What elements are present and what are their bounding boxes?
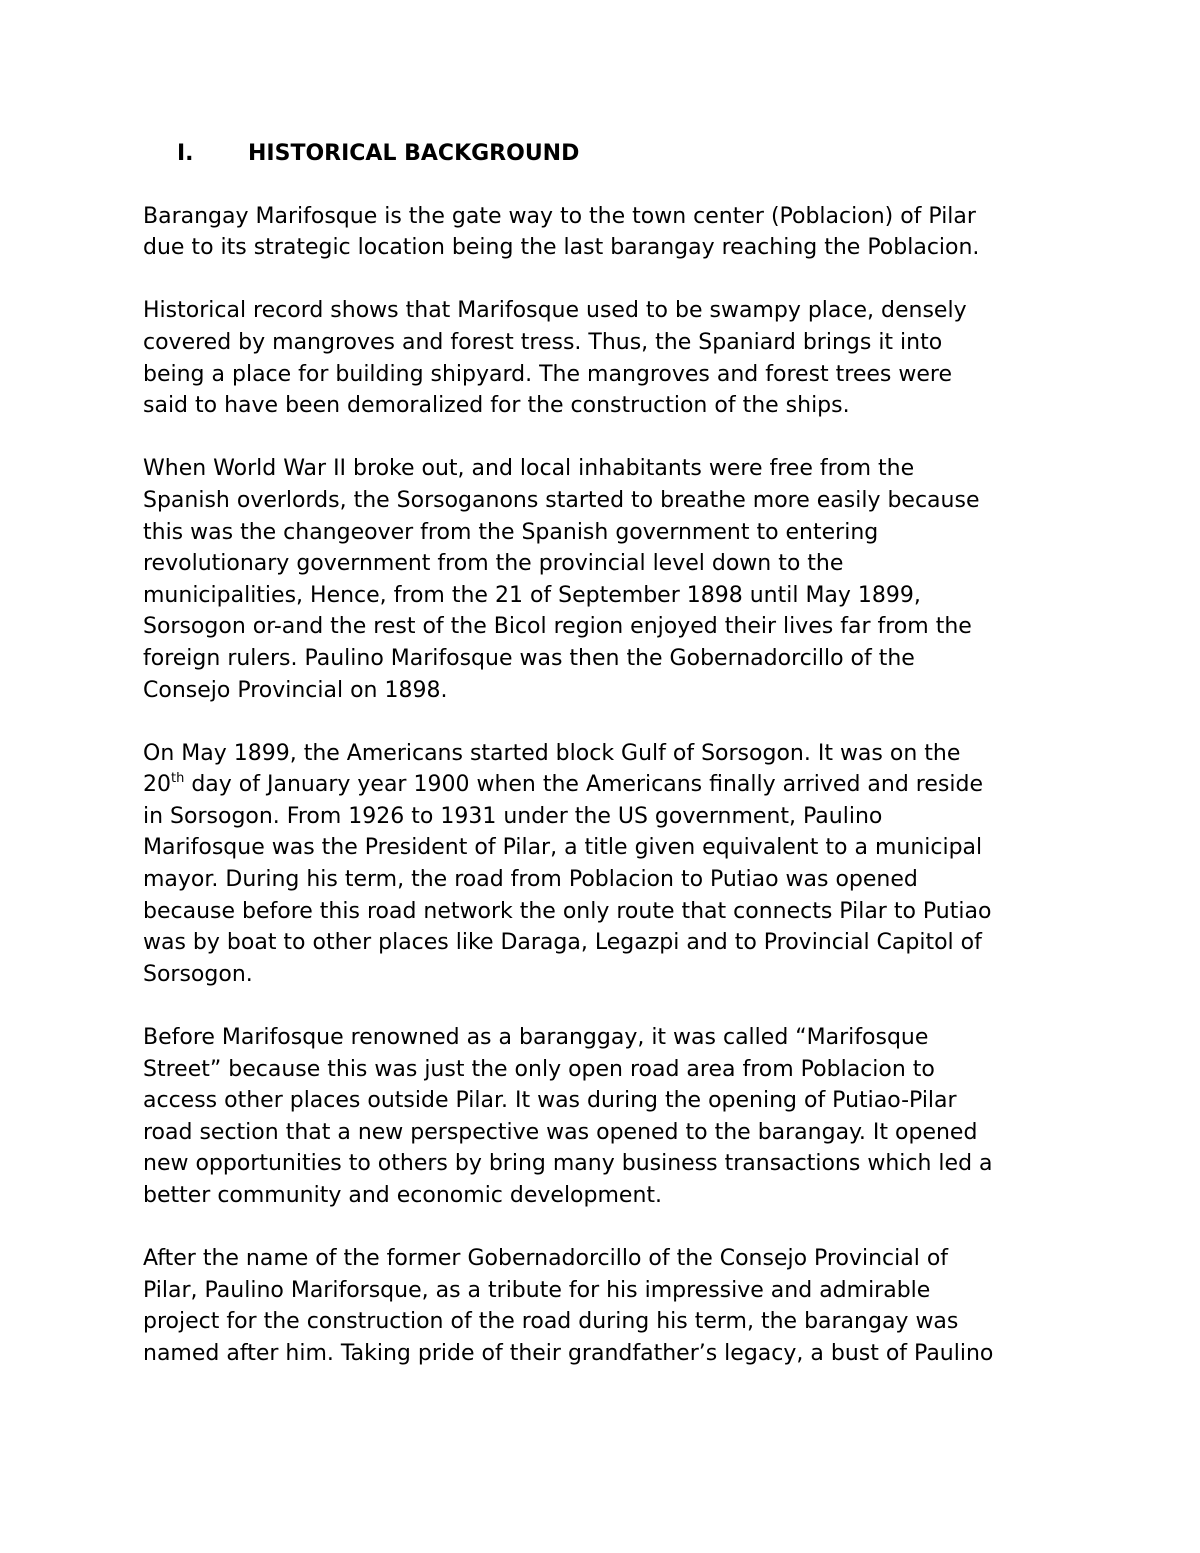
text-line: revolutionary government from the provincial level down to the bbox=[143, 551, 844, 577]
text-line: municipalities, Hence, from the 21 of September 1898 until May 1899, bbox=[143, 582, 921, 608]
section-heading bbox=[177, 138, 1097, 170]
paragraph-5 bbox=[143, 1022, 1063, 1212]
section-number: I. bbox=[177, 141, 194, 166]
paragraph-1 bbox=[143, 201, 1063, 264]
text-line: Sorsogon. bbox=[143, 961, 253, 987]
text-line: On May 1899, the Americans started block Gulf of Sorsogon. It was on the bbox=[143, 740, 961, 766]
ordinal-suffix: th bbox=[171, 771, 185, 787]
text-line: Consejo Provincial on 1898. bbox=[143, 677, 448, 703]
text-line: in Sorsogon. From 1926 to 1931 under the US government, Paulino bbox=[143, 803, 883, 829]
text-line: Marifosque was the President of Pilar, a title given equivalent to a municipal bbox=[143, 835, 983, 861]
text-line: new opportunities to others by bring many business transactions which led a bbox=[143, 1151, 993, 1177]
text-line: covered by mangroves and forest tress. Thus, the Spaniard brings it into bbox=[143, 329, 943, 355]
section-title: HISTORICAL BACKGROUND bbox=[248, 141, 580, 166]
paragraph-6 bbox=[143, 1243, 1063, 1369]
ordinal-number: 20 bbox=[143, 772, 171, 798]
paragraph-3 bbox=[143, 453, 1063, 706]
text-line: Barangay Marifosque is the gate way to the town center (Poblacion) of Pilar bbox=[143, 203, 976, 229]
text-line: this was the changeover from the Spanish government to entering bbox=[143, 519, 879, 545]
text-line: was by boat to other places like Daraga, Legazpi and to Provincial Capitol of bbox=[143, 930, 982, 956]
text-line: mayor. During his term, the road from Poblacion to Putiao was opened bbox=[143, 867, 918, 893]
text-line: said to have been demoralized for the construction of the ships. bbox=[143, 393, 850, 419]
text-line-with-superscript bbox=[143, 769, 1063, 801]
text-line: Spanish overlords, the Sorsoganons started to breathe more easily because bbox=[143, 487, 980, 513]
text-line: road section that a new perspective was opened to the barangay. It opened bbox=[143, 1119, 978, 1145]
text-line: Historical record shows that Marifosque used to be swampy place, densely bbox=[143, 298, 967, 324]
document-page bbox=[143, 138, 1063, 1401]
paragraph-4 bbox=[143, 738, 1063, 991]
text-line: Before Marifosque renowned as a baranggay, it was called “Marifosque bbox=[143, 1025, 929, 1051]
text-line: When World War II broke out, and local inhabitants were free from the bbox=[143, 456, 915, 482]
text-line: Street” because this was just the only open road area from Poblacion to bbox=[143, 1056, 935, 1082]
text-line: Pilar, Paulino Mariforsque, as a tribute for his impressive and admirable bbox=[143, 1277, 931, 1303]
text-line: access other places outside Pilar. It was during the opening of Putiao-Pilar bbox=[143, 1088, 957, 1114]
paragraph-2 bbox=[143, 295, 1063, 421]
text-line: being a place for building shipyard. The mangroves and forest trees were bbox=[143, 361, 952, 387]
text-line: project for the construction of the road during his term, the barangay was bbox=[143, 1309, 959, 1335]
text-line: because before this road network the only route that connects Pilar to Putiao bbox=[143, 898, 992, 924]
text-line: After the name of the former Gobernadorcillo of the Consejo Provincial of bbox=[143, 1246, 949, 1272]
text-line: Sorsogon or-and the rest of the Bicol region enjoyed their lives far from the bbox=[143, 614, 972, 640]
text-line: foreign rulers. Paulino Marifosque was then the Gobernadorcillo of the bbox=[143, 645, 915, 671]
text-line: better community and economic development. bbox=[143, 1183, 663, 1208]
text-line: named after him. Taking pride of their grandfather’s legacy, a bust of Paulino bbox=[143, 1340, 994, 1366]
text-line: due to its strategic location being the last barangay reaching the Poblacion. bbox=[143, 235, 980, 261]
line-continuation: day of January year 1900 when the Americans finally arrived and reside bbox=[184, 772, 983, 798]
